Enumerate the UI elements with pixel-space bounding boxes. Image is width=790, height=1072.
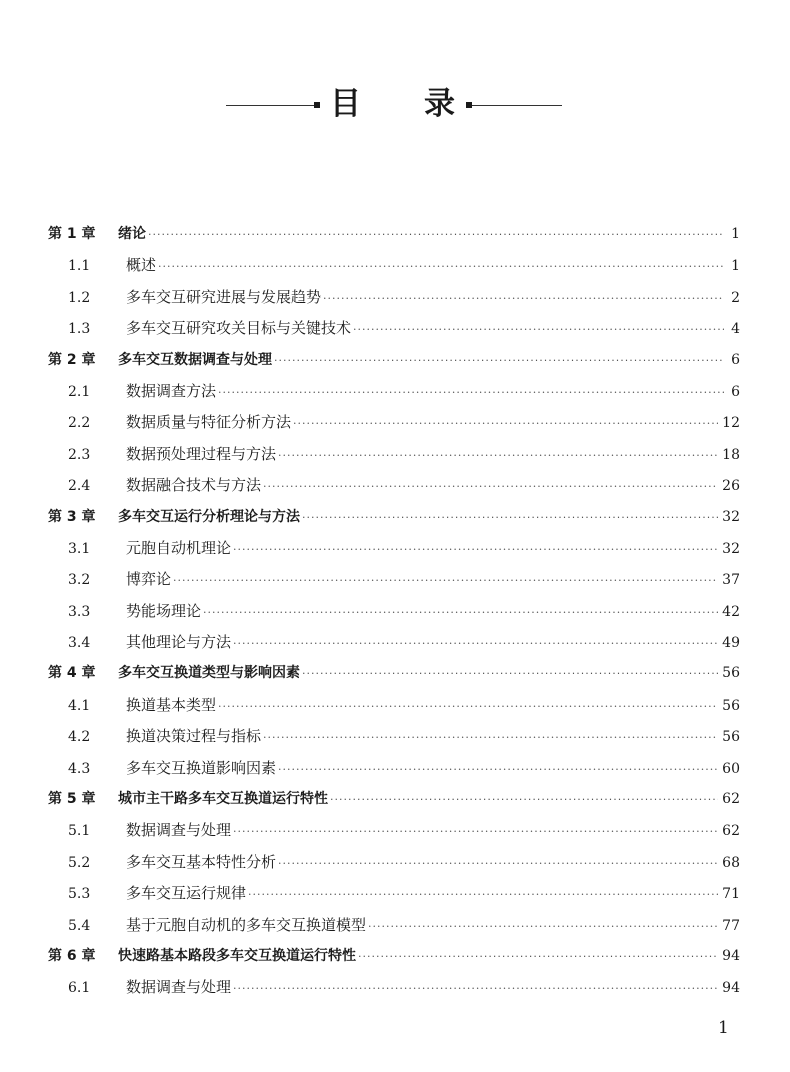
toc-section-entry[interactable] <box>48 439 740 470</box>
toc-section-entry[interactable] <box>48 910 740 941</box>
toc-entry-page: 71 <box>722 886 740 903</box>
toc-section-entry[interactable] <box>48 533 740 564</box>
title-rule-left <box>226 105 314 106</box>
toc-entry-page: 60 <box>722 760 740 777</box>
toc-section-entry[interactable] <box>48 847 740 878</box>
toc-entry-number: 2.3 <box>68 446 91 463</box>
toc-entry-page: 42 <box>722 603 740 620</box>
toc-entry-number: 3.3 <box>68 603 91 620</box>
toc-entry-page: 56 <box>722 729 740 746</box>
toc-entry-page: 26 <box>722 478 740 495</box>
toc-leader-dots <box>353 314 724 345</box>
toc-entry-title: 多车交互基本特性分析 <box>126 852 277 871</box>
toc-section-entry[interactable] <box>48 407 740 438</box>
toc-entry-number: 1.2 <box>68 289 91 306</box>
toc-section-entry[interactable] <box>48 313 740 344</box>
toc-entry-page: 37 <box>722 572 740 589</box>
toc-leader-dots <box>278 440 718 471</box>
toc-entry-title: 其他理论与方法 <box>126 633 232 652</box>
title-char-1: 目 <box>330 86 361 122</box>
toc-section-entry[interactable] <box>48 721 740 752</box>
toc-entry-number: 3.1 <box>68 540 91 557</box>
toc-section-entry[interactable] <box>48 596 740 627</box>
toc-leader-dots <box>233 816 718 847</box>
toc-chapter-entry[interactable] <box>48 784 740 815</box>
toc-chapter-entry[interactable] <box>48 658 740 689</box>
toc-section-entry[interactable] <box>48 376 740 407</box>
toc-entry-page: 12 <box>722 415 740 432</box>
toc-leader-dots <box>278 754 718 785</box>
toc-entry-title: 多车交互研究进展与发展趋势 <box>126 287 322 306</box>
table-of-contents <box>48 219 740 1004</box>
toc-entry-title: 多车交互换道影响因素 <box>126 758 277 777</box>
toc-leader-dots <box>233 973 718 1004</box>
toc-entry-number: 4.1 <box>68 697 91 714</box>
toc-entry-page: 4 <box>731 321 740 338</box>
page-number: 1 <box>718 1018 729 1038</box>
toc-entry-page: 6 <box>731 351 740 368</box>
toc-entry-page: 62 <box>722 791 740 808</box>
toc-entry-page: 32 <box>722 540 740 557</box>
toc-section-entry[interactable] <box>48 753 740 784</box>
toc-entry-number: 2.1 <box>68 383 91 400</box>
toc-leader-dots <box>358 941 718 972</box>
toc-entry-number: 6.1 <box>68 980 91 997</box>
toc-entry-number: 5.1 <box>68 823 91 840</box>
toc-entry-number: 4.2 <box>68 729 91 746</box>
toc-leader-dots <box>248 879 718 910</box>
toc-entry-title: 数据质量与特征分析方法 <box>126 413 292 432</box>
toc-entry-title: 城市主干路多车交互换道运行特性 <box>118 791 328 808</box>
toc-section-entry[interactable] <box>48 690 740 721</box>
toc-entry-title: 数据调查方法 <box>126 381 217 400</box>
toc-entry-page: 1 <box>731 258 740 275</box>
toc-entry-page: 32 <box>722 508 740 525</box>
toc-entry-number: 4.3 <box>68 760 91 777</box>
toc-entry-title: 博弈论 <box>126 570 172 589</box>
toc-entry-title: 数据调查与处理 <box>126 978 232 997</box>
toc-entry-page: 62 <box>722 823 740 840</box>
toc-section-entry[interactable] <box>48 972 740 1003</box>
toc-leader-dots <box>302 502 718 533</box>
toc-leader-dots <box>274 345 724 376</box>
toc-section-entry[interactable] <box>48 878 740 909</box>
toc-entry-page: 77 <box>722 917 740 934</box>
toc-entry-number: 5.3 <box>68 886 91 903</box>
toc-entry-page: 56 <box>722 665 740 682</box>
toc-entry-number: 第 3 章 <box>48 508 96 525</box>
toc-leader-dots <box>278 848 718 879</box>
toc-leader-dots <box>158 251 724 282</box>
toc-section-entry[interactable] <box>48 470 740 501</box>
toc-leader-dots <box>233 534 718 565</box>
toc-entry-title: 数据调查与处理 <box>126 821 232 840</box>
title-char-2: 录 <box>424 86 455 122</box>
toc-entry-title: 多车交互换道类型与影响因素 <box>118 665 300 682</box>
toc-entry-title: 基于元胞自动机的多车交互换道模型 <box>126 915 367 934</box>
toc-entry-number: 5.4 <box>68 917 91 934</box>
toc-entry-number: 5.2 <box>68 854 91 871</box>
toc-entry-title: 多车交互研究攻关目标与关键技术 <box>126 319 352 338</box>
toc-entry-number: 第 2 章 <box>48 351 96 368</box>
page-title <box>0 84 790 128</box>
toc-entry-page: 94 <box>722 980 740 997</box>
toc-entry-number: 1.3 <box>68 321 91 338</box>
toc-entry-title: 势能场理论 <box>126 601 202 620</box>
title-rule-right <box>472 105 562 106</box>
toc-entry-page: 68 <box>722 854 740 871</box>
toc-section-entry[interactable] <box>48 815 740 846</box>
toc-entry-number: 3.2 <box>68 572 91 589</box>
toc-entry-title: 换道决策过程与指标 <box>126 727 262 746</box>
toc-leader-dots <box>173 565 718 596</box>
toc-chapter-entry[interactable] <box>48 502 740 533</box>
toc-leader-dots <box>330 784 718 815</box>
toc-entry-page: 49 <box>722 635 740 652</box>
title-bullet-left <box>314 102 320 108</box>
toc-section-entry[interactable] <box>48 564 740 595</box>
toc-entry-number: 第 6 章 <box>48 947 96 964</box>
toc-entry-title: 数据预处理过程与方法 <box>126 444 277 463</box>
toc-entry-number: 1.1 <box>68 258 91 275</box>
toc-leader-dots <box>218 691 718 722</box>
toc-section-entry[interactable] <box>48 627 740 658</box>
toc-entry-number: 第 4 章 <box>48 665 96 682</box>
toc-entry-page: 1 <box>731 226 740 242</box>
toc-entry-title: 快速路基本路段多车交互换道运行特性 <box>118 947 356 964</box>
toc-entry-title: 多车交互数据调查与处理 <box>118 351 272 368</box>
toc-entry-title: 换道基本类型 <box>126 695 217 714</box>
toc-entry-number: 第 5 章 <box>48 791 96 808</box>
toc-leader-dots <box>233 628 718 659</box>
toc-entry-page: 94 <box>722 947 740 964</box>
toc-chapter-entry[interactable] <box>48 219 740 250</box>
toc-entry-title: 多车交互运行分析理论与方法 <box>118 508 300 525</box>
toc-entry-page: 2 <box>731 289 740 306</box>
toc-entry-title: 元胞自动机理论 <box>126 538 232 557</box>
toc-leader-dots <box>293 408 718 439</box>
toc-leader-dots <box>148 219 724 250</box>
toc-entry-title: 数据融合技术与方法 <box>126 476 262 495</box>
toc-leader-dots <box>323 283 724 314</box>
toc-entry-number: 2.2 <box>68 415 91 432</box>
toc-chapter-entry[interactable] <box>48 345 740 376</box>
toc-entry-title: 绪论 <box>118 226 146 242</box>
toc-entry-number: 2.4 <box>68 478 91 495</box>
toc-entry-title: 概述 <box>126 256 157 275</box>
toc-leader-dots <box>203 597 718 628</box>
toc-leader-dots <box>263 722 718 753</box>
toc-section-entry[interactable] <box>48 250 740 281</box>
toc-section-entry[interactable] <box>48 282 740 313</box>
toc-chapter-entry[interactable] <box>48 941 740 972</box>
toc-entry-number: 第 1 章 <box>48 226 96 242</box>
toc-leader-dots <box>218 377 724 408</box>
toc-entry-page: 56 <box>722 697 740 714</box>
toc-entry-page: 6 <box>731 383 740 400</box>
toc-entry-page: 18 <box>722 446 740 463</box>
toc-leader-dots <box>368 911 718 942</box>
toc-entry-number: 3.4 <box>68 635 91 652</box>
toc-entry-title: 多车交互运行规律 <box>126 884 247 903</box>
toc-leader-dots <box>263 471 718 502</box>
toc-leader-dots <box>302 658 718 689</box>
